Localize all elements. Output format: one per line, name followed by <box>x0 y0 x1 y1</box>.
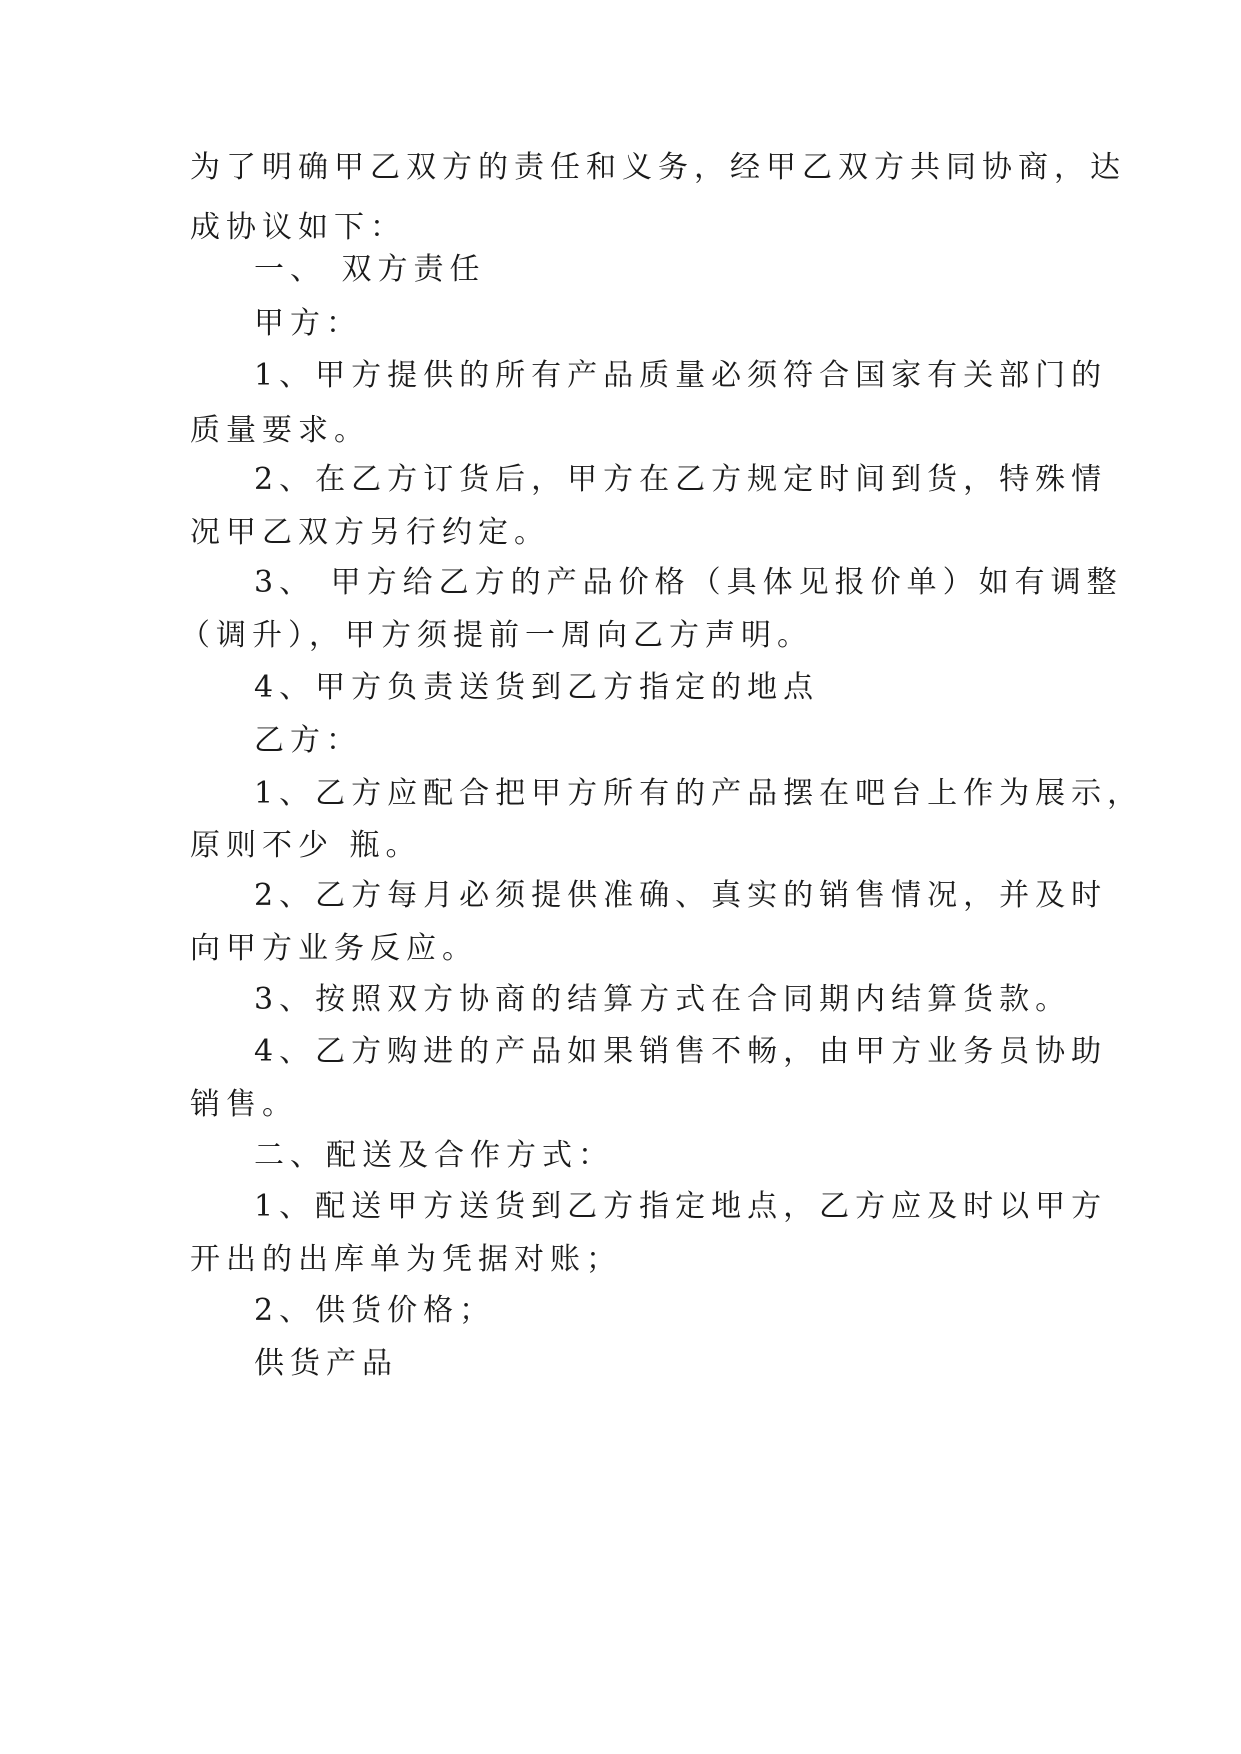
party-b-item-4 <box>254 1022 1114 1082</box>
party-b-item-2 <box>254 866 1114 926</box>
party-a-item-1-line-1: 1、甲方提供的所有产品质量必须符合国家有关部门的 <box>254 358 1108 393</box>
party-b-item-4-line-2: 销售。 <box>190 1087 298 1122</box>
intro-line-2: 成协议如下： <box>190 210 406 245</box>
party-b-item-2-line-1: 2、乙方每月必须提供准确、真实的销售情况，并及时 <box>254 878 1108 913</box>
party-a-item-3-line-1: 3、 甲方给乙方的产品价格（具体见报价单）如有调整 <box>254 565 1123 600</box>
party-b-item-4-line-1: 4、乙方购进的产品如果销售不畅，由甲方业务员协助 <box>254 1034 1108 1069</box>
party-b-item-1 <box>254 764 1144 824</box>
party-b-item-1-line-2: 原则不少 瓶。 <box>190 828 422 863</box>
party-a-label: 甲方： <box>254 306 362 341</box>
supply-products-label: 供货产品 <box>254 1346 398 1381</box>
party-b-item-3: 3、按照双方协商的结算方式在合同期内结算货款。 <box>254 982 1072 1017</box>
party-a-item-3 <box>254 553 1123 613</box>
party-a-item-3-line-2: （调升），甲方须提前一周向乙方声明。 <box>180 618 813 653</box>
delivery-item-1-line-1: 1、配送甲方送货到乙方指定地点，乙方应及时以甲方 <box>254 1189 1108 1224</box>
delivery-item-1 <box>254 1177 1114 1237</box>
section-2-heading: 二、配送及合作方式： <box>254 1138 614 1173</box>
section-1-heading: 一、 双方责任 <box>254 252 486 287</box>
party-a-item-4: 4、甲方负责送货到乙方指定的地点 <box>254 670 820 705</box>
party-b-item-2-line-2: 向甲方业务反应。 <box>190 931 478 966</box>
party-a-item-2-line-1: 2、在乙方订货后，甲方在乙方规定时间到货，特殊情 <box>254 462 1108 497</box>
party-a-item-2 <box>254 450 1114 510</box>
party-a-item-1-line-2: 质量要求。 <box>190 413 370 448</box>
intro-line-1: 为了明确甲乙双方的责任和义务，经甲乙双方共同协商，达 <box>190 150 1126 185</box>
delivery-item-1-line-2: 开出的出库单为凭据对账； <box>190 1242 622 1277</box>
party-a-item-2-line-2: 况甲乙双方另行约定。 <box>190 515 550 550</box>
party-a-item-1 <box>254 346 1114 406</box>
party-b-item-1-line-1: 1、乙方应配合把甲方所有的产品摆在吧台上作为展示， <box>254 776 1144 811</box>
delivery-item-2: 2、供货价格； <box>254 1293 496 1328</box>
party-b-label: 乙方： <box>254 723 362 758</box>
party-a-item-3-cont <box>180 606 1040 666</box>
